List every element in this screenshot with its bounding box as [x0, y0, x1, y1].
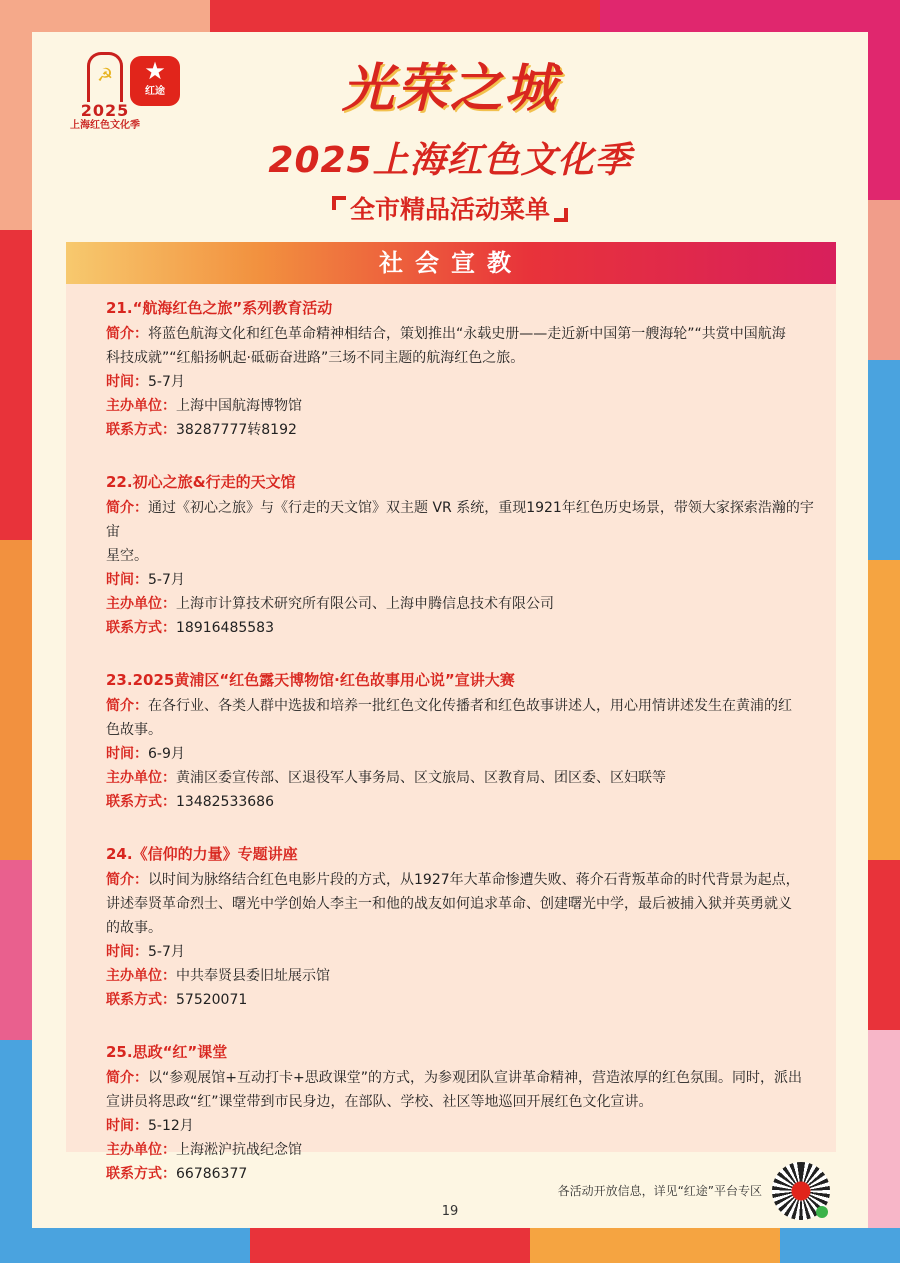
entry-time — [106, 742, 816, 766]
calligraphy-title: 光荣之城 — [341, 58, 558, 119]
intro-text-cont: 讲述奉贤革命烈士、曙光中学创始人李主一和他的战友如何追求革命、创建曙光中学，最后被捕入狱并英勇就义 — [106, 896, 792, 912]
time-label: 时间： — [106, 944, 148, 960]
host-label: 主办单位： — [106, 596, 176, 612]
entry-intro — [106, 868, 816, 892]
border-block — [530, 1228, 780, 1263]
time-label: 时间： — [106, 1118, 148, 1134]
intro-text: 在各行业、各类人群中选拔和培养一批红色文化传播者和红色故事讲述人，用心用情讲述发生在黄浦的红 — [148, 698, 792, 714]
entry-intro — [106, 694, 816, 718]
entry-host — [106, 766, 816, 790]
bracket-left-icon — [332, 196, 346, 210]
entry-host — [106, 964, 816, 988]
wechat-icon — [816, 1206, 828, 1218]
contact-value: 57520071 — [176, 992, 248, 1008]
host-value: 上海市计算技术研究所有限公司、上海申腾信息技术有限公司 — [176, 596, 554, 612]
host-label: 主办单位： — [106, 398, 176, 414]
entry-host — [106, 394, 816, 418]
intro-label: 简介： — [106, 500, 148, 516]
intro-label: 简介： — [106, 698, 148, 714]
entry-title: 24.《信仰的力量》专题讲座 — [106, 845, 298, 863]
border-block — [250, 1228, 530, 1263]
star-icon: ★ — [144, 57, 166, 85]
border-block — [868, 200, 900, 360]
entry-title: 22.初心之旅&行走的天文馆 — [106, 473, 296, 491]
intro-text: 通过《初心之旅》与《行走的天文馆》双主题 VR 系统，重现1921年红色历史场景，带领大家探索浩瀚的宇宙 — [106, 500, 814, 540]
subtitle-text: 全市精品活动菜单 — [349, 195, 550, 224]
entry-contact — [106, 790, 816, 814]
list-item — [106, 294, 816, 442]
contact-value: 66786377 — [176, 1166, 248, 1182]
time-value: 6-9月 — [148, 746, 185, 762]
footer-note: 各活动开放信息，详见“红途”平台专区 — [557, 1184, 762, 1198]
intro-label: 简介： — [106, 872, 148, 888]
host-value: 上海淞沪抗战纪念馆 — [176, 1142, 302, 1158]
time-value: 5-12月 — [148, 1118, 194, 1134]
time-value: 5-7月 — [148, 944, 185, 960]
contact-label: 联系方式： — [106, 794, 176, 810]
entry-time — [106, 1114, 816, 1138]
intro-text-cont: 星空。 — [106, 548, 148, 564]
contact-label: 联系方式： — [106, 1166, 176, 1182]
border-block — [0, 540, 32, 860]
entry-contact — [106, 988, 816, 1012]
host-value: 上海中国航海博物馆 — [176, 398, 302, 414]
entry-contact — [106, 616, 816, 640]
page-number: 19 — [441, 1204, 459, 1219]
border-block — [210, 0, 600, 32]
time-value: 5-7月 — [148, 572, 185, 588]
entry-title: 23.2025黄浦区“红色露天博物馆·红色故事用心说”宣讲大赛 — [106, 671, 515, 689]
qr-code-icon[interactable] — [772, 1162, 830, 1220]
border-block — [600, 0, 900, 32]
border-block — [0, 860, 32, 1040]
contact-label: 联系方式： — [106, 992, 176, 1008]
entry-intro — [106, 322, 816, 346]
border-block — [780, 1228, 900, 1263]
hongtu-label: 红途 — [145, 86, 165, 97]
list-item — [106, 666, 816, 814]
entry-time — [106, 370, 816, 394]
entry-title: 21.“航海红色之旅”系列教育活动 — [106, 299, 333, 317]
border-block — [868, 360, 900, 560]
intro-text: 将蓝色航海文化和红色革命精神相结合，策划推出“永载史册——走近新中国第一艘海轮”“共赏中国航海 — [148, 326, 786, 342]
page-title: 2025上海红色文化季 — [268, 140, 632, 181]
host-value: 黄浦区委宣传部、区退役军人事务局、区文旅局、区教育局、团区委、区妇联等 — [176, 770, 666, 786]
border-block — [0, 1228, 250, 1263]
contact-label: 联系方式： — [106, 620, 176, 636]
entry-intro — [106, 496, 816, 544]
border-block — [868, 0, 900, 200]
contact-value: 38287777转8192 — [176, 422, 297, 438]
intro-text: 以时间为脉络结合红色电影片段的方式，从1927年大革命惨遭失败、蒋介石背叛革命的时代背景为起点， — [148, 872, 800, 888]
page — [32, 32, 868, 1228]
intro-text-cont: 宣讲员将思政“红”课堂带到市民身边，在部队、学校、社区等地巡回开展红色文化宣讲。 — [106, 1094, 653, 1110]
entry-intro — [106, 1066, 816, 1090]
time-value: 5-7月 — [148, 374, 185, 390]
entry-host — [106, 592, 816, 616]
intro-text-cont: 色故事。 — [106, 722, 162, 738]
entries-list — [106, 294, 816, 1212]
intro-text-cont: 的故事。 — [106, 920, 162, 936]
intro-label: 简介： — [106, 1070, 148, 1086]
page-subtitle — [32, 190, 868, 226]
intro-text: 以“参观展馆+互动打卡+思政课堂”的方式，为参观团队宣讲革命精神，营造浓厚的红色氛围。同时，派出 — [148, 1070, 802, 1086]
entry-time — [106, 568, 816, 592]
list-item — [106, 468, 816, 640]
list-item — [106, 1038, 816, 1186]
time-label: 时间： — [106, 374, 148, 390]
logo-name: 上海红色文化季 — [70, 120, 140, 131]
host-label: 主办单位： — [106, 770, 176, 786]
intro-label: 简介： — [106, 326, 148, 342]
entry-host — [106, 1138, 816, 1162]
host-value: 中共奉贤县委旧址展示馆 — [176, 968, 330, 984]
time-label: 时间： — [106, 572, 148, 588]
content-panel — [66, 284, 836, 1182]
entry-contact — [106, 418, 816, 442]
intro-text-cont: 科技成就”“红船扬帆起·砥砺奋进路”三场不同主题的航海红色之旅。 — [106, 350, 525, 366]
host-label: 主办单位： — [106, 968, 176, 984]
border-block — [868, 560, 900, 860]
border-block — [0, 230, 32, 540]
list-item — [106, 840, 816, 1012]
contact-label: 联系方式： — [106, 422, 176, 438]
contact-value: 18916485583 — [176, 620, 274, 636]
section-header: 社会宣教 — [66, 242, 836, 284]
logo-year: 2025 — [80, 101, 130, 120]
border-block — [868, 860, 900, 1030]
time-label: 时间： — [106, 746, 148, 762]
entry-time — [106, 940, 816, 964]
bracket-right-icon — [554, 208, 568, 222]
contact-value: 13482533686 — [176, 794, 274, 810]
entry-title: 25.思政“红”课堂 — [106, 1043, 228, 1061]
host-label: 主办单位： — [106, 1142, 176, 1158]
